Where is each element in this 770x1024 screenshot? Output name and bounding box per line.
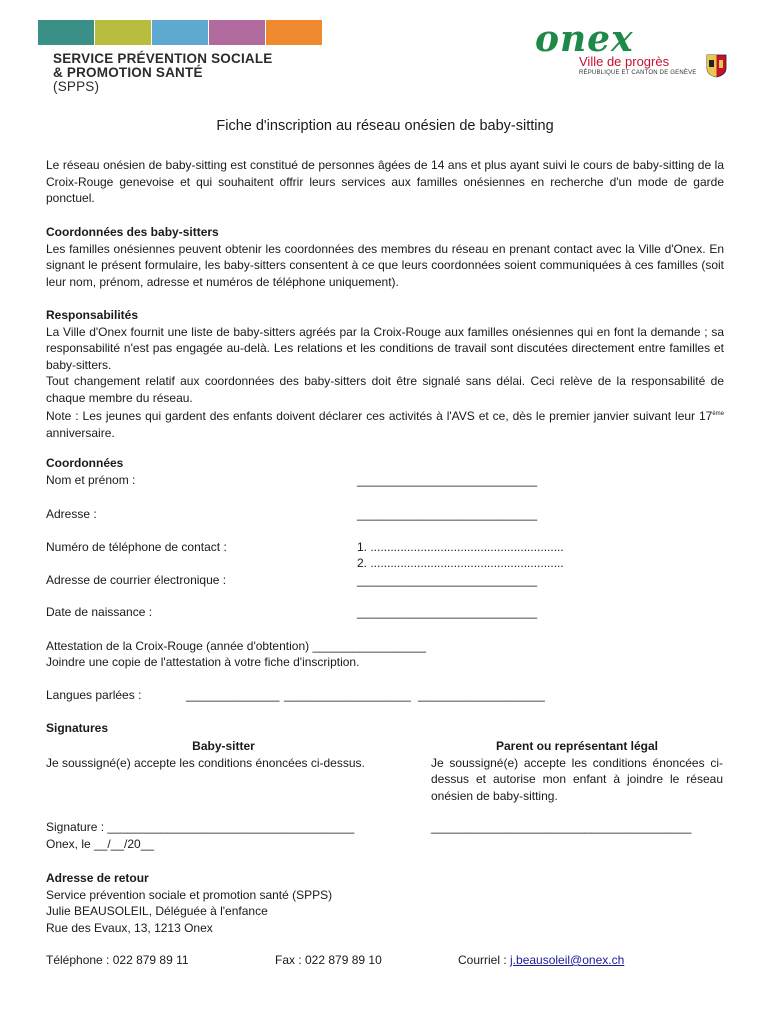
naissance-label: Date de naissance : — [46, 605, 153, 619]
retour-line-1: Service prévention sociale et promotion santé (SPPS) — [46, 887, 333, 902]
retour-line-2: Julie BEAUSOLEIL, Déléguée à l'enfance — [46, 904, 268, 918]
telephone-field-1[interactable]: 1. .......................................................... — [357, 540, 564, 554]
responsabilites-note — [46, 406, 724, 441]
form-title: Fiche d'inscription au réseau onésien de baby-sitting — [216, 118, 554, 134]
coordonnees-bs-text: Les familles onésiennes peuvent obtenir les coordonnées des membres du réseau en prenant contact avec la Ville d'Onex. En signant le présent formulaire, les baby-sitters consentent à ce que leurs coordonnées soient communiquées à ces familles (soit leur nom, prénom, adresse et numéros de téléphone uniquement). — [46, 241, 724, 289]
telephone-field-2[interactable]: 2. .......................................................... — [357, 556, 564, 570]
babysitter-signature-field[interactable]: Signature : _____________________________________ — [46, 820, 355, 834]
color-block-4 — [209, 20, 265, 45]
parent-text: Je soussigné(e) accepte les conditions énoncées ci-dessus et autorise mon enfant à joindre le réseau onésien de baby-sitting. — [431, 755, 723, 803]
onex-logo — [533, 18, 733, 84]
nom-field[interactable]: ___________________________ — [357, 473, 538, 487]
email-field[interactable]: ___________________________ — [357, 573, 538, 587]
org-abbreviation: (SPPS) — [53, 79, 100, 94]
section-heading-responsabilites: Responsabilités — [46, 308, 139, 322]
logo-slogan: Ville de progrès — [579, 54, 670, 69]
geneva-crest-icon — [706, 54, 727, 78]
section-heading-retour: Adresse de retour — [46, 871, 149, 885]
section-retour — [46, 870, 724, 936]
section-heading-signatures: Signatures — [46, 721, 109, 735]
nom-label: Nom et prénom : — [46, 473, 136, 487]
parent-signature-field[interactable]: _______________________________________ — [431, 820, 692, 834]
color-bar — [38, 20, 323, 45]
section-coordonnees-bs — [46, 224, 724, 290]
babysitter-text: Je soussigné(e) accepte les conditions énoncées ci-dessus. — [46, 755, 365, 770]
fax-number: Fax : 022 879 89 10 — [275, 953, 382, 967]
responsabilites-p2: Tout changement relatif aux coordonnées des baby-sitters doit être signalé sans délai. Ceci relève de la responsabilité de chaque membre du réseau. — [46, 374, 724, 405]
org-line-2: & PROMOTION SANTÉ — [53, 65, 203, 80]
section-heading-coordonnees: Coordonnées — [46, 456, 124, 470]
intro-paragraph — [46, 157, 724, 207]
naissance-field[interactable]: ___________________________ — [357, 605, 538, 619]
parent-signature-block — [431, 738, 723, 804]
parent-title: Parent ou représentant légal — [495, 739, 659, 753]
email-label: Adresse de courrier électronique : — [46, 573, 227, 587]
courriel-link[interactable]: j.beausoleil@onex.ch — [510, 953, 625, 967]
org-line-1: SERVICE PRÉVENTION SOCIALE — [53, 51, 273, 66]
babysitter-title: Baby-sitter — [192, 739, 255, 753]
logo-wordmark: onex — [535, 18, 634, 60]
courriel-label: Courriel : — [458, 953, 511, 967]
logo-subtitle: RÉPUBLIQUE ET CANTON DE GENÈVE — [579, 70, 697, 76]
joindre-text: Joindre une copie de l'attestation à votre fiche d'inscription. — [46, 655, 360, 669]
adresse-label: Adresse : — [46, 507, 97, 521]
adresse-field[interactable]: ___________________________ — [357, 507, 538, 521]
retour-line-3: Rue des Evaux, 13, 1213 Onex — [46, 920, 213, 935]
telephone-label: Numéro de téléphone de contact : — [46, 540, 227, 554]
color-block-2 — [95, 20, 151, 45]
telephone-number: Téléphone : 022 879 89 11 — [46, 953, 189, 967]
langue-field-3[interactable]: ___________________ — [418, 688, 545, 702]
color-block-3 — [152, 20, 208, 45]
note-text: Note : Les jeunes qui gardent des enfants doivent déclarer ces activités à l'AVS et ce, dès le premier janvier suivant leur 17 — [46, 409, 713, 423]
langue-field-1[interactable]: ______________ — [186, 688, 280, 702]
section-heading-coordonnees-bs: Coordonnées des baby-sitters — [46, 225, 219, 239]
color-block-1 — [38, 20, 94, 45]
babysitter-signature-block — [46, 738, 401, 771]
langue-field-2[interactable]: ___________________ — [284, 688, 411, 702]
color-block-5 — [266, 20, 322, 45]
section-responsabilites — [46, 307, 724, 441]
organization-name — [53, 52, 273, 94]
attestation-field[interactable]: Attestation de la Croix-Rouge (année d'obtention) _________________ — [46, 639, 426, 653]
responsabilites-p1: La Ville d'Onex fournit une liste de baby-sitters agréés par la Croix-Rouge aux familles onésiennes qui en font la demande ; sa responsabilité n'est pas engagée au-delà. Les relations et les conditions de travail sont discutées directement entre familles et baby-sitters. — [46, 324, 724, 372]
intro-text: Le réseau onésien de baby-sitting est constitué de personnes âgées de 14 ans et plus ayant suivi le cours de baby-sitting de la Croix-Rouge genevoise et qui souhaitent offrir leurs services aux familles onésiennes en recherche d'un mode de garde ponctuel. — [46, 158, 724, 205]
note-end: anniversaire. — [46, 425, 115, 440]
note-superscript: ème — [712, 411, 724, 417]
courriel-contact — [458, 953, 624, 967]
langues-label: Langues parlées : — [46, 688, 142, 702]
onex-date-field[interactable]: Onex, le __/__/20__ — [46, 837, 155, 851]
